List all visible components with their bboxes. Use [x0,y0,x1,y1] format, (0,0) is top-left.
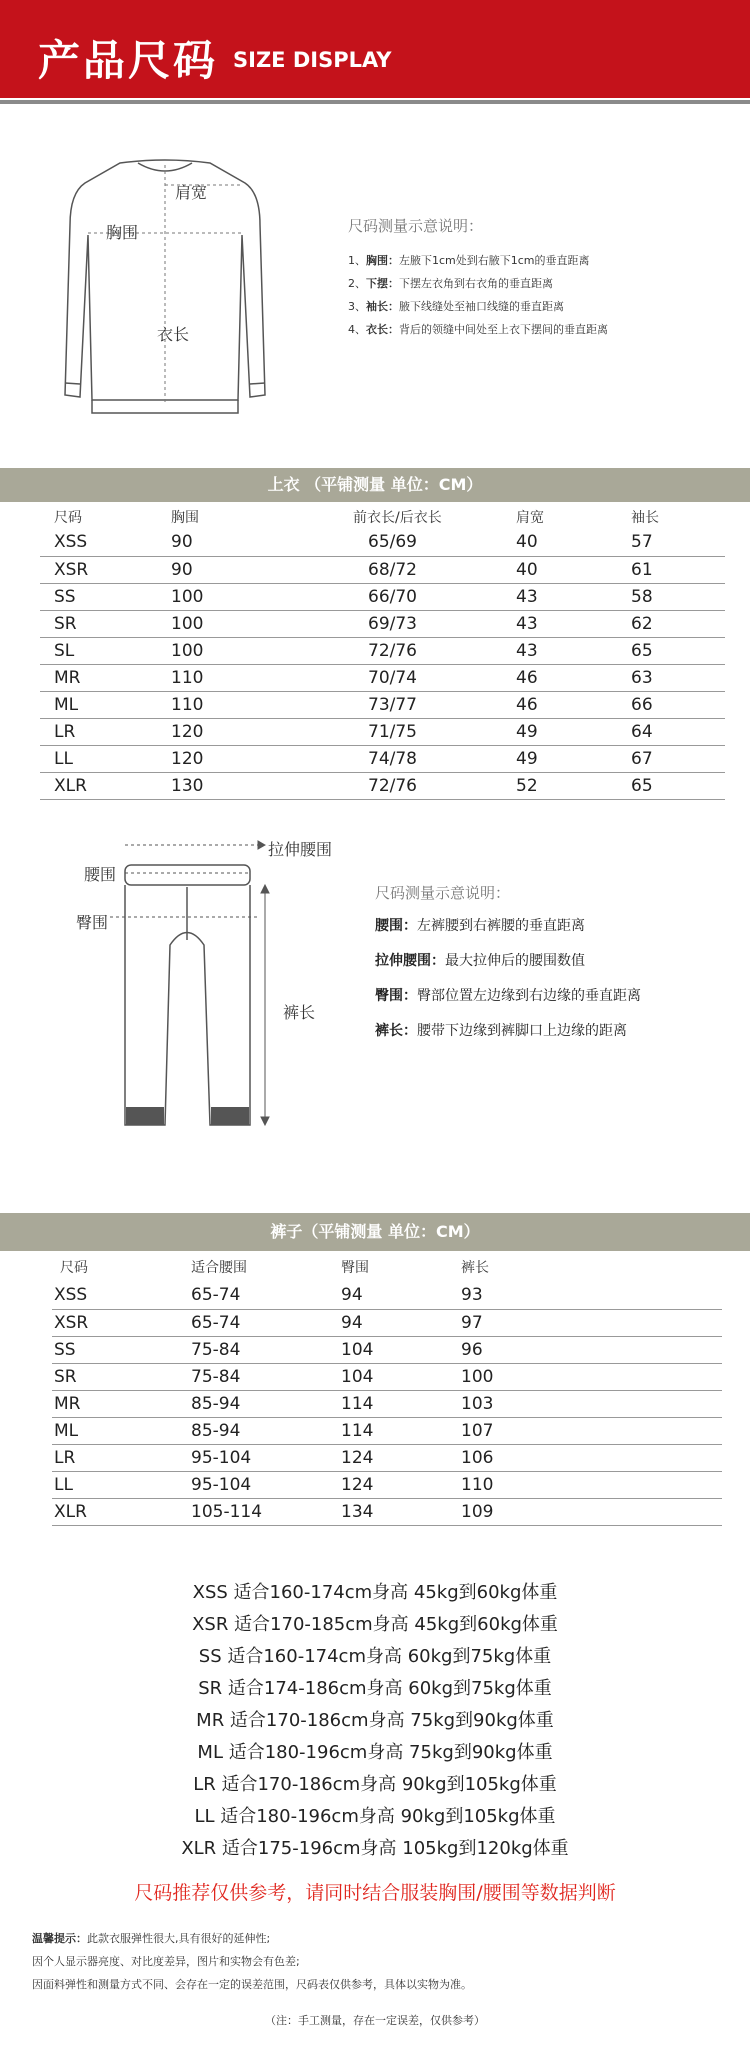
table-row [40,556,725,583]
table-cell: 103 [460,1390,722,1417]
table-cell: 75-84 [190,1336,340,1363]
col-header: 袖长 [631,510,659,526]
table-cell: 65-74 [190,1282,340,1309]
table-row [40,772,725,799]
col-header: 臀围 [341,1260,369,1276]
table-row [52,1309,722,1336]
table-cell: XSS [40,529,170,556]
table-cell: 104 [340,1336,460,1363]
table-row [52,1336,722,1363]
page-header [0,0,750,98]
table-cell: 110 [460,1471,722,1498]
table-cell: 52 [515,772,630,799]
table-cell: 66 [630,691,725,718]
table-cell: 110 [170,664,320,691]
header-title-en: SIZE DISPLAY [233,48,392,72]
table-cell: 106 [460,1444,722,1471]
table-cell: 100 [460,1363,722,1390]
pants-size-table [52,1252,722,1526]
label-hip: 臀围 [76,913,109,932]
shirt-diagram [50,155,280,420]
table-cell: ML [52,1417,190,1444]
col-header: 前衣长/后衣长 [353,510,442,526]
fit-guide-line: XSR 适合170-185cm身高 45kg到60kg体重 [192,1614,558,1635]
table-cell: SL [40,637,170,664]
table-cell: SR [52,1363,190,1390]
top-note-4: 4、衣长：背后的领缝中间处至上衣下摆间的垂直距离 [348,323,608,336]
top-table-title: 上衣 （平铺测量 单位：CM） [0,468,750,502]
table-cell: 96 [460,1336,722,1363]
table-row [40,745,725,772]
top-note-1: 1、胸围：左腋下1cm处到右腋下1cm的垂直距离 [348,254,590,267]
table-cell: XSR [40,556,170,583]
table-cell: 85-94 [190,1417,340,1444]
table-cell: 40 [515,529,630,556]
table-cell: 64 [630,718,725,745]
table-cell: 124 [340,1444,460,1471]
table-cell: 75-84 [190,1363,340,1390]
table-row [52,1471,722,1498]
table-cell: 65 [630,637,725,664]
table-cell: 90 [170,529,320,556]
table-row [52,1390,722,1417]
table-cell: 120 [170,745,320,772]
table-cell: 65-74 [190,1309,340,1336]
table-cell: SR [40,610,170,637]
table-cell: 100 [170,610,320,637]
pants-note-2: 拉伸腰围：最大拉伸后的腰围数值 [375,953,585,969]
table-cell: 94 [340,1282,460,1309]
label-chest: 胸围 [106,223,139,242]
table-cell: 65/69 [320,529,515,556]
table-cell: 95-104 [190,1471,340,1498]
fit-guide-line: LR 适合170-186cm身高 90kg到105kg体重 [193,1774,557,1795]
table-row [40,529,725,556]
table-cell: 40 [515,556,630,583]
table-cell: 114 [340,1390,460,1417]
col-header: 适合腰围 [191,1260,247,1276]
label-waist: 腰围 [84,865,117,884]
pants-note-1: 腰围：左裤腰到右裤腰的垂直距离 [375,918,585,934]
table-cell: 134 [340,1498,460,1525]
pants-notes-title: 尺码测量示意说明： [375,884,511,902]
table-cell: XLR [40,772,170,799]
table-cell: 73/77 [320,691,515,718]
table-cell: 94 [340,1309,460,1336]
table-cell: 46 [515,691,630,718]
table-cell: 43 [515,583,630,610]
top-size-table [40,505,725,800]
table-row [40,664,725,691]
fit-guide-line: LL 适合180-196cm身高 90kg到105kg体重 [194,1806,556,1827]
label-pants-length: 裤长 [283,1003,316,1022]
table-cell: 109 [460,1498,722,1525]
table-row [52,1282,722,1309]
table-cell: 70/74 [320,664,515,691]
top-notes-title: 尺码测量示意说明： [348,217,484,235]
table-cell: 72/76 [320,772,515,799]
header-title-cn: 产品尺码 [38,36,219,85]
table-cell: 63 [630,664,725,691]
col-header: 裤长 [461,1260,489,1276]
table-header-row [40,505,725,529]
size-warning: 尺码推荐仅供参考，请同时结合服装胸围/腰围等数据判断 [134,1882,616,1904]
table-cell: 61 [630,556,725,583]
label-shoulder: 肩宽 [175,183,208,202]
pants-table-title: 裤子（平铺测量 单位：CM） [0,1213,750,1251]
table-cell: 114 [340,1417,460,1444]
top-note-2: 2、下摆：下摆左衣角到右衣角的垂直距离 [348,277,553,290]
label-length: 衣长 [157,325,190,344]
fit-guide-line: XSS 适合160-174cm身高 45kg到60kg体重 [192,1582,558,1603]
tips-line-3: 因面料弹性和测量方式不同、会存在一定的误差范围，尺码表仅供参考，具体以实物为准。 [32,1978,472,1991]
table-cell: 97 [460,1309,722,1336]
table-cell: 93 [460,1282,722,1309]
table-cell: 66/70 [320,583,515,610]
table-row [52,1444,722,1471]
table-cell: ML [40,691,170,718]
table-cell: 100 [170,583,320,610]
fit-guide-line: ML 适合180-196cm身高 75kg到90kg体重 [197,1742,553,1763]
table-row [40,718,725,745]
table-cell: 69/73 [320,610,515,637]
table-cell: XSR [52,1309,190,1336]
table-cell: 49 [515,745,630,772]
tips-line-2: 因个人显示器亮度、对比度差异，图片和实物会有色差; [32,1955,300,1968]
table-row [40,610,725,637]
table-cell: 104 [340,1363,460,1390]
table-cell: 58 [630,583,725,610]
top-note-3: 3、袖长：腋下线缝处至袖口线缝的垂直距离 [348,300,564,313]
table-cell: 68/72 [320,556,515,583]
col-header: 尺码 [60,1260,88,1276]
table-row [52,1363,722,1390]
table-cell: LR [40,718,170,745]
table-row [52,1417,722,1444]
table-cell: 67 [630,745,725,772]
pants-note-3: 臀围：臀部位置左边缘到右边缘的垂直距离 [375,988,641,1004]
table-cell: 74/78 [320,745,515,772]
table-cell: 49 [515,718,630,745]
tips-line-1: 温馨提示：此款衣服弹性很大,具有很好的延伸性; [32,1932,271,1945]
table-row [40,637,725,664]
table-cell: 95-104 [190,1444,340,1471]
table-cell: 43 [515,610,630,637]
table-cell: LL [52,1471,190,1498]
table-cell: SS [52,1336,190,1363]
table-cell: 105-114 [190,1498,340,1525]
table-cell: LL [40,745,170,772]
table-row [40,691,725,718]
table-cell: 71/75 [320,718,515,745]
table-cell: 107 [460,1417,722,1444]
table-cell: 100 [170,637,320,664]
table-cell: XLR [52,1498,190,1525]
table-cell: 46 [515,664,630,691]
table-cell: 65 [630,772,725,799]
table-cell: MR [52,1390,190,1417]
label-stretch-waist: 拉伸腰围 [268,840,333,859]
table-cell: SS [40,583,170,610]
table-cell: 130 [170,772,320,799]
col-header: 肩宽 [516,510,544,526]
tips-footnote: （注：手工测量，存在一定误差，仅供参考） [265,2014,485,2027]
col-header: 胸围 [171,510,199,526]
header-divider [0,100,750,104]
pants-note-4: 裤长：腰带下边缘到裤脚口上边缘的距离 [375,1023,627,1039]
table-cell: 57 [630,529,725,556]
col-header: 尺码 [54,510,82,526]
fit-guide-line: SR 适合174-186cm身高 60kg到75kg体重 [198,1678,552,1699]
table-cell: MR [40,664,170,691]
table-cell: 110 [170,691,320,718]
table-cell: 43 [515,637,630,664]
fit-guide-line: MR 适合170-186cm身高 75kg到90kg体重 [196,1710,554,1731]
fit-guide-line: XLR 适合175-196cm身高 105kg到120kg体重 [181,1838,569,1859]
table-cell: 85-94 [190,1390,340,1417]
table-cell: 120 [170,718,320,745]
fit-guide-line: SS 适合160-174cm身高 60kg到75kg体重 [198,1646,552,1667]
table-cell: LR [52,1444,190,1471]
table-cell: 90 [170,556,320,583]
table-row [52,1498,722,1525]
table-cell: 62 [630,610,725,637]
table-cell: XSS [52,1282,190,1309]
table-cell: 72/76 [320,637,515,664]
table-cell: 124 [340,1471,460,1498]
table-header-row [52,1252,722,1282]
table-row [40,583,725,610]
